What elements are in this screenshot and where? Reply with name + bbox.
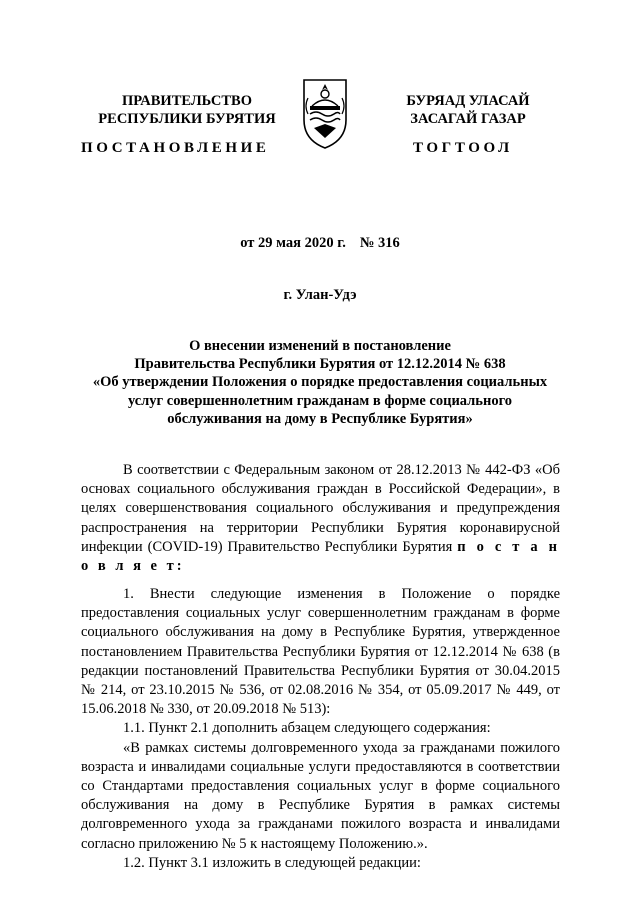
header-right-line1: БУРЯАД УЛАСАЙ — [406, 93, 530, 109]
header-right-line2: ЗАСАГАЙ ГАЗАР — [410, 111, 526, 127]
title-line: услуг совершеннолетним гражданам в форме социального — [127, 392, 513, 409]
date-number-line — [0, 235, 640, 252]
doc-kind-buryat: ТОГТООЛ — [413, 140, 513, 156]
paragraph-1-1-quote: «В рамках системы долговременного ухода за гражданами пожилого возраста и инвалидами социальные услуги предоставляются в соответствии со Стандартами предоставления социальных услуг в форме социального обслуживания на дому в Республике Бурятия в рамках системы долговременного ухода за гражданами пожилого возраста и инвалидами согласно приложению № 5 к настоящему Положению.». — [81, 739, 560, 852]
doc-kind-russian: ПОСТАНОВЛЕНИЕ — [81, 140, 270, 156]
title-line: обслуживания на дому в Республике Бурятия» — [167, 410, 473, 427]
document-number: № 316 — [359, 235, 400, 251]
title-line: Правительства Республики Бурятия от 12.12.2014 № 638 — [134, 356, 506, 373]
government-name-buryat — [358, 92, 578, 128]
title-line: О внесении изменений в постановление — [189, 338, 451, 354]
preamble-text: В соответствии с Федеральным законом от 28.12.2013 № 442-ФЗ «Об основах социального обслуживания граждан в Российской Федерации», в целях совершенствования социального обслуживания и предупреждения распространения на территории Республики Бурятия коронавирусной инфекции (COVID-19) Правительство Республики Бурятия — [81, 462, 560, 555]
paragraph-1-1: 1.1. Пункт 2.1 дополнить абзацем следующего содержания: — [123, 720, 491, 737]
paragraph-1: 1. Внести следующие изменения в Положение о порядке предоставления социальных услуг совершеннолетним гражданам в форме социального обслуживания на дому в Республике Бурятия, утвержденное постановлением Правительства Республики Бурятия от 12.12.2014 № 638 (в редакции постановлений Правительства Республики Бурятия от 30.04.2015 № 214, от 23.10.2015 № 536, от 02.08.2016 № 354, от 05.09.2017 № 449, от 15.06.2018 № 330, от 20.09.2018 № 513): — [81, 586, 560, 718]
document-title — [80, 337, 560, 428]
header-left-line1: ПРАВИТЕЛЬСТВО — [122, 93, 252, 109]
coat-of-arms-buryatia-icon — [298, 76, 352, 150]
preamble-paragraph — [81, 461, 560, 576]
government-name-russian — [77, 92, 297, 128]
decree-word: п о с т а н о в л я е т: — [81, 538, 560, 575]
paragraph-1-2: 1.2. Пункт 3.1 изложить в следующей редакции: — [123, 854, 421, 871]
document-city: г. Улан-Удэ — [283, 287, 357, 303]
header-left-line2: РЕСПУБЛИКИ БУРЯТИЯ — [98, 111, 276, 127]
title-line: «Об утверждении Положения о порядке предоставления социальных — [92, 374, 548, 391]
amendments-section — [81, 585, 560, 873]
document-date: от 29 мая 2020 г. — [240, 235, 346, 251]
